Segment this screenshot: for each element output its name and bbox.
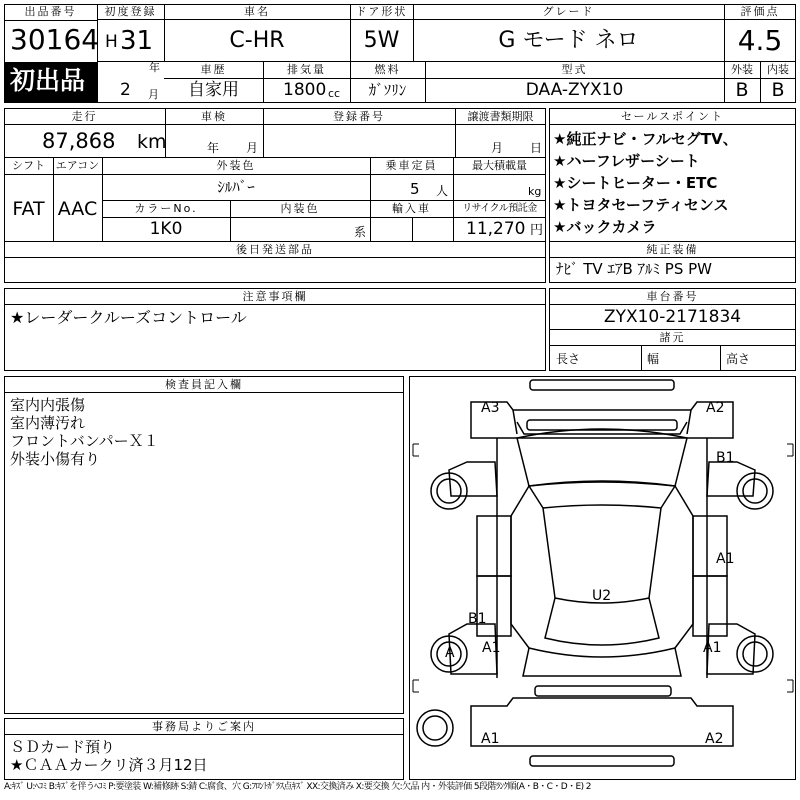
notes-label: 注意事項欄 [242,290,308,303]
damage-mark-a3: A3 [481,400,500,416]
exterior-grade: B [735,79,749,101]
transfer-day-unit: 日 [530,141,543,155]
equipment-label: 純正装備 [646,243,699,256]
load-unit: kg [528,185,542,198]
fuel: ｶﾞｿﾘﾝ [368,81,407,99]
interior-grade: B [771,79,785,101]
inspector-line: 室内内張傷 [10,396,86,414]
lot-number-label: 出品番号 [24,5,77,18]
recycle-label: リサイクル預託金 [462,203,537,214]
office-notes [10,738,208,774]
equipment: ﾅﾋﾞ TV ｴｱB ｱﾙﾐ PS PW [556,260,712,278]
shift: FAT [12,198,45,220]
dims-label: 諸元 [659,331,686,344]
shift-label: シフト [12,159,45,172]
height-label: 高さ [726,352,751,366]
door-type: 5W [363,28,400,53]
damage-mark-a2-rear: A2 [705,731,724,747]
sales-point-item: ★トヨタセーフティセンス [553,196,729,214]
notes-text: ★レーダークルーズコントロール [10,308,247,327]
inspection-year-unit: 年 [207,141,220,155]
damage-legend: A:ｷｽﾞ U:ﾍｺﾐ B:ｷｽﾞを伴うﾍｺﾐ P:要塗装 W:補修跡 S:錆 C:腐食、穴 G:ﾌﾛﾝﾄｶﾞﾗｽ点ｷｽﾞ XX:交換済み X:要交換 欠:欠品 内・外装評価 5段階ﾗﾝｸ順(A・B・C・D・E) 2 [4,782,591,792]
sales-point-item: ★純正ナビ・フルセグTV、 [553,130,738,148]
recycle-fee: 11,270 [466,219,526,239]
grade: G モード ネロ [498,28,639,53]
damage-mark-u2: U2 [592,588,612,604]
year-unit: 年 [149,61,160,74]
damage-mark-a1-rear: A1 [481,731,500,747]
car-name: C-HR [229,28,285,53]
reg-month: 2 [120,80,131,100]
inspector-line: フロントバンパーＸ１ [10,432,159,450]
fuel-label: 燃料 [374,63,401,76]
door-label: ドア形状 [355,5,408,18]
era: H [105,32,118,52]
first-reg-label: 初度登録 [104,5,157,18]
sales-point-item: ★ハーフレザーシート [553,152,700,170]
office-line: ★ＣＡＡカークリ済３月12日 [10,756,208,774]
sales-point-item: ★シートヒーター・ETC [553,174,718,192]
damage-mark-a1-rear-right: A1 [703,640,722,656]
displacement-label: 排気量 [287,63,326,76]
width-label: 幅 [647,352,660,366]
exterior-color-label: 外装色 [216,159,256,172]
capacity-unit: 人 [436,184,449,198]
score-label: 評価点 [740,5,780,18]
length-label: 長さ [556,352,581,366]
damage-mark-a2-front: A2 [706,400,725,416]
office-label: 事務局よりご案内 [152,720,256,733]
displacement: 1800 [283,80,327,100]
mileage: 87,868 [42,129,116,153]
lot-number: 30164 [10,23,100,56]
damage-mark-a1-left: A1 [482,640,501,656]
displacement-unit: cc [328,87,341,100]
car-name-label: 車名 [244,5,270,18]
interior-color-label: 内装色 [280,202,320,215]
import-label: 輸入車 [392,202,431,215]
color-no: 1K0 [149,219,183,239]
capacity-label: 乗車定員 [385,159,438,172]
transfer-month-unit: 月 [491,141,504,155]
history: 自家用 [188,80,239,100]
damage-mark-a-wheel: A [445,645,455,661]
damage-mark-b1-right: B1 [716,450,735,466]
recycle-unit: 円 [530,223,544,238]
damage-mark-b1-left: B1 [468,611,487,627]
color-no-label: カラーNo. [134,202,198,215]
chassis-label: 車台番号 [646,290,699,303]
ac: AAC [57,198,98,220]
office-line: ＳＤカード預り [10,738,116,756]
score: 4.5 [737,24,783,57]
load-label: 最大積載量 [472,159,527,172]
transfer-label: 譲渡書類期限 [467,110,534,123]
reg-year: 31 [120,26,154,56]
model-code: DAA-ZYX10 [525,80,624,100]
history-label: 車歴 [200,63,227,76]
inspector-line: 室内薄汚れ [10,414,86,432]
mileage-label: 走行 [71,110,98,123]
model-code-label: 型式 [561,63,588,76]
later-parts-label: 後日発送部品 [236,243,314,256]
interior-grade-label: 内装 [767,63,789,76]
sales-points-label: セールスポイント [620,110,724,123]
first-listing-text: 初出品 [10,66,86,95]
mileage-unit: km [137,131,167,153]
capacity: 5 [410,180,420,198]
inspection-month-unit: 月 [246,141,259,155]
interior-color-unit: 系 [354,225,367,239]
inspector-label: 検査員記入欄 [165,378,243,391]
ac-label: エアコン [55,159,100,172]
exterior-color: ｼﾙﾊﾞｰ [217,178,255,196]
sales-point-item: ★バックカメラ [553,218,657,236]
reg-number-label: 登録番号 [333,110,385,123]
chassis-number: ZYX10-2171834 [603,307,742,327]
inspector-notes [10,396,159,468]
exterior-grade-label: 外装 [731,63,753,76]
damage-mark-a1-right: A1 [716,551,735,567]
car-diagram-outline [409,376,796,780]
month-unit: 月 [148,88,159,101]
grade-label: グレード [542,5,595,18]
inspector-line: 外装小傷有り [10,450,101,468]
inspection-label: 車検 [201,110,227,123]
sales-points-list [553,128,738,238]
